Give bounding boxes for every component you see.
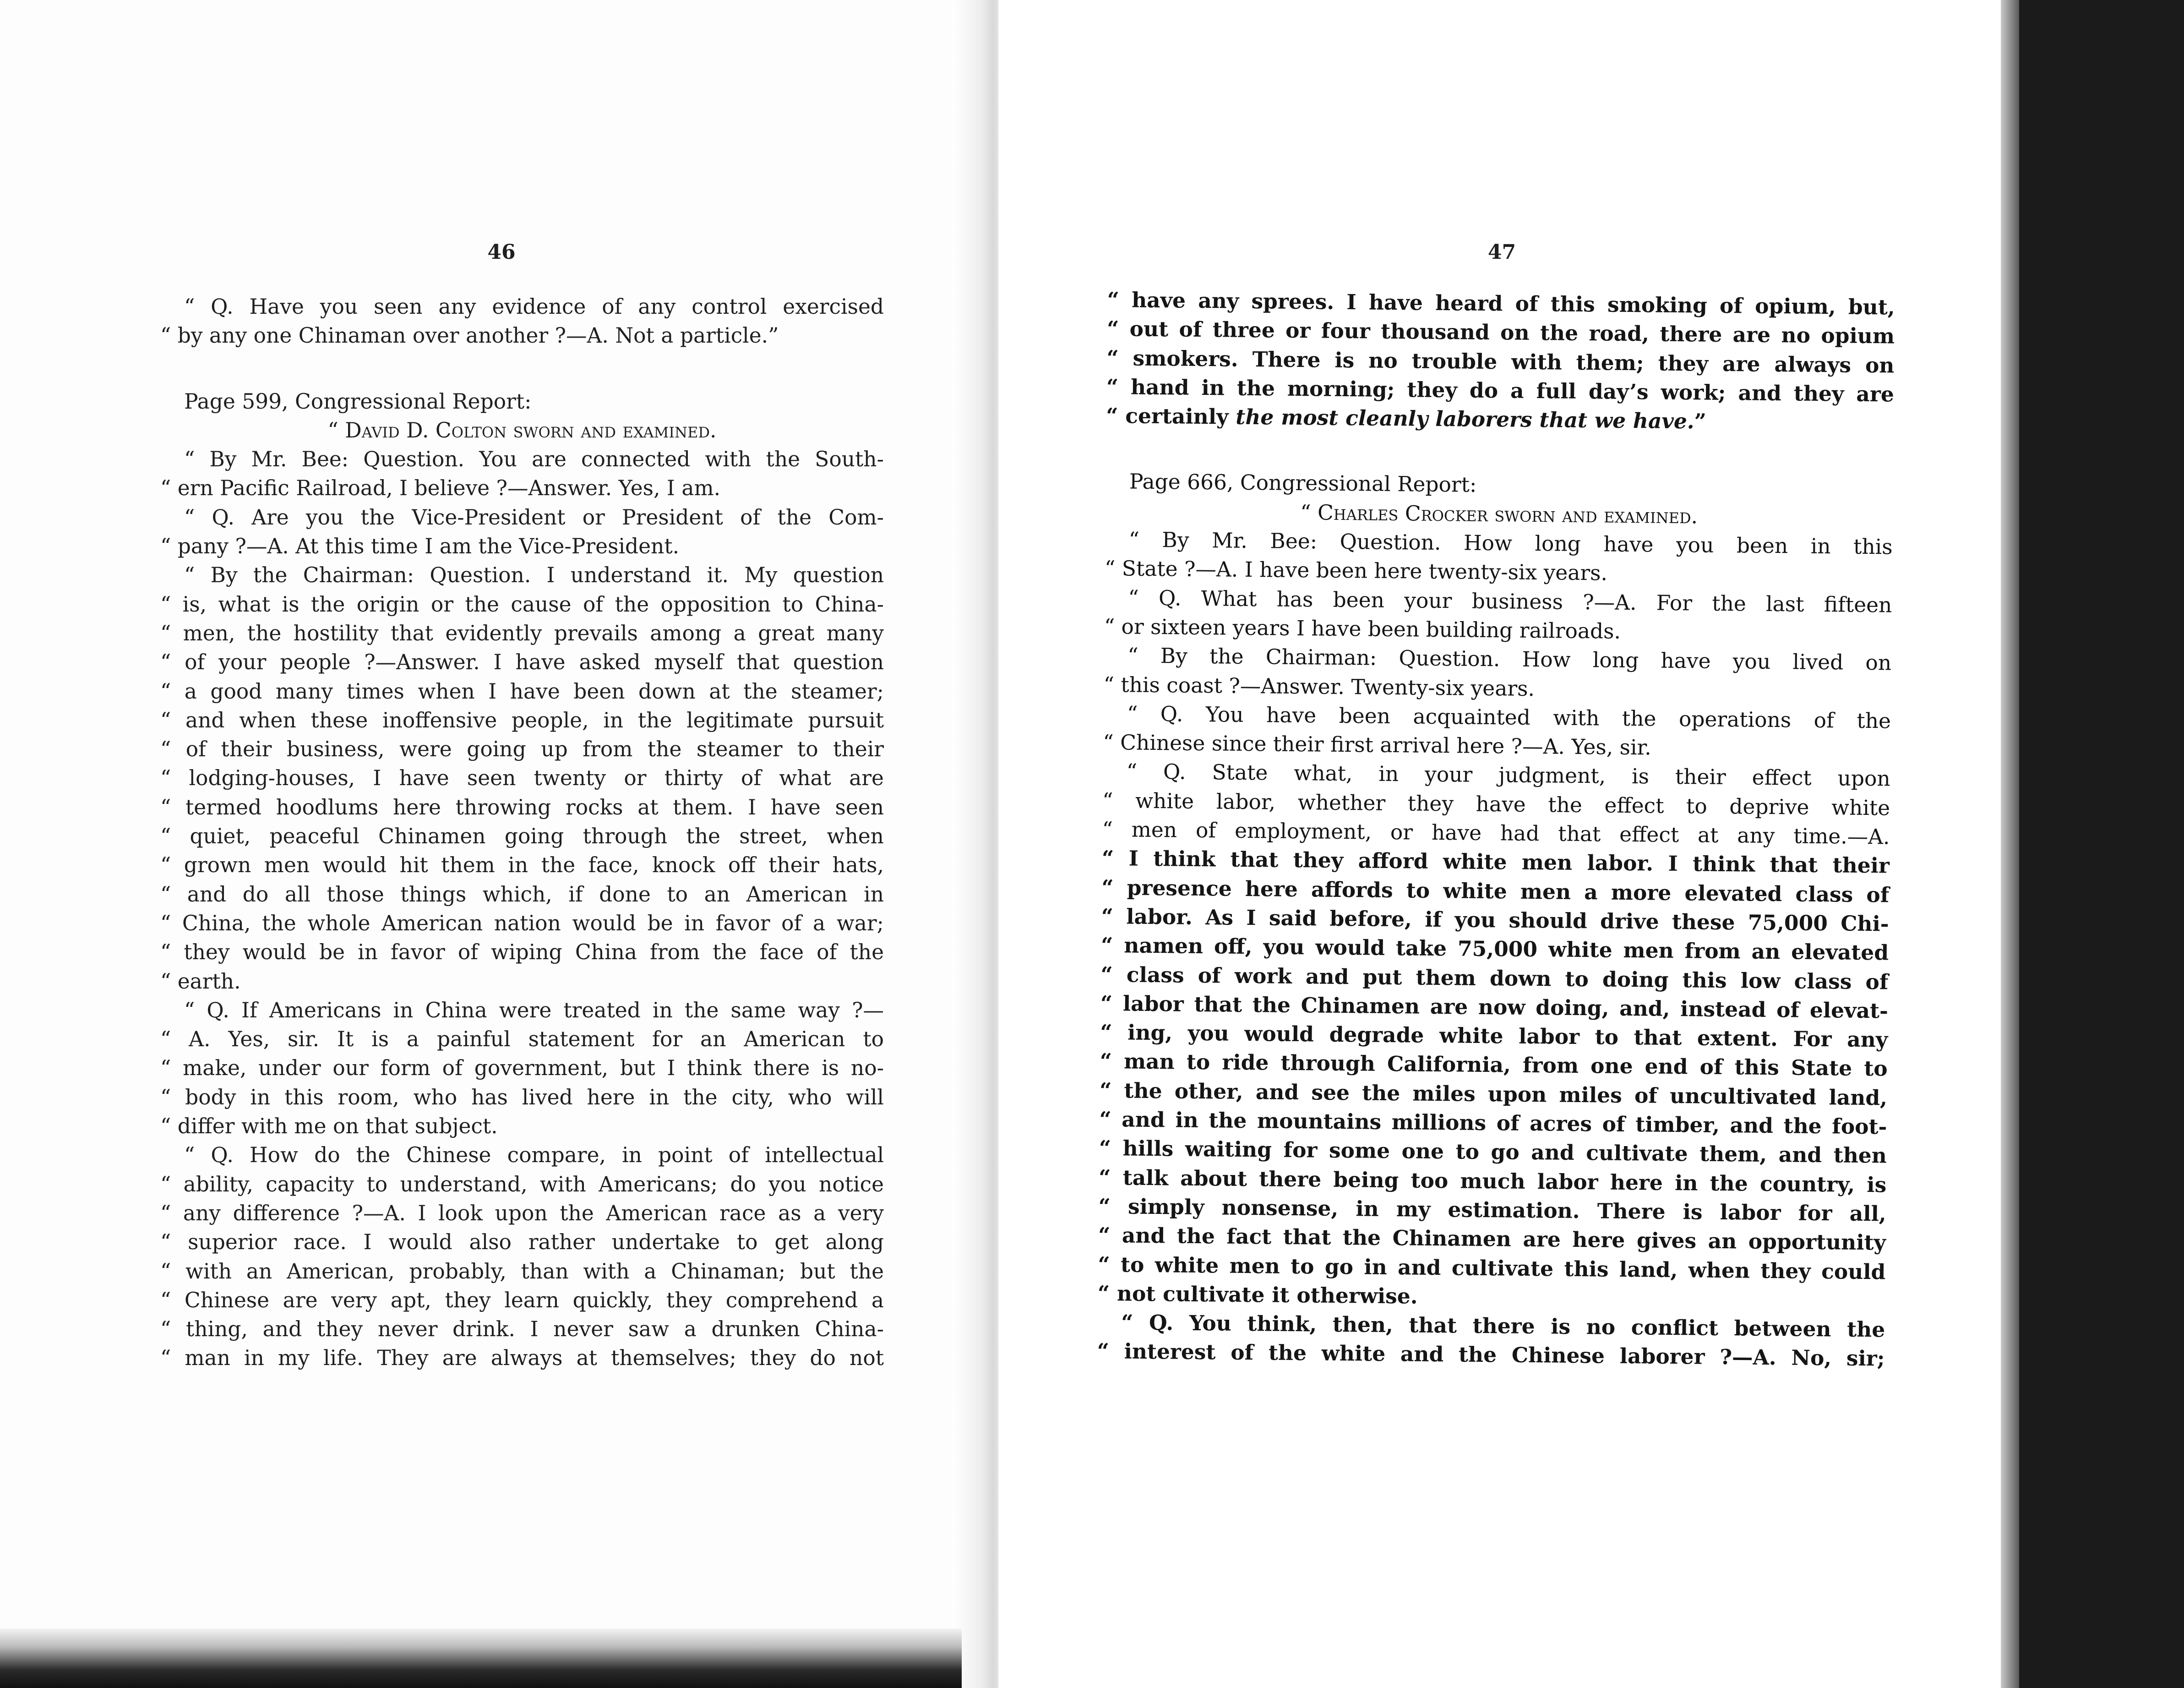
text-line: “ earth. (160, 969, 241, 994)
text-line: “ quiet, peaceful Chinamen going through the street, when (160, 824, 884, 849)
text-line: “ make, under our form of government, but I think there is no- (160, 1056, 884, 1081)
text-line: “ man to ride through California, from one end of this State to (1100, 1049, 1888, 1081)
text-line: “ simply nonsense, in my estimation. There is labor for all, (1098, 1193, 1886, 1226)
line-italic-text: the most cleanly laborers that we have. (1236, 404, 1694, 434)
text-line: “ thing, and they never drink. I never saw a drunken China- (160, 1317, 884, 1342)
text-line: “ David D. Colton sworn and examined. (327, 418, 717, 442)
text-line: “ the other, and see the miles upon miles of uncultivated land, (1099, 1077, 1888, 1110)
text-line: “ Q. Are you the Vice-President or President of the Com- (184, 505, 884, 530)
text-line: “ of your people ?—Answer. I have asked myself that question (160, 650, 884, 675)
text-line: “ and in the mountains millions of acres of timber, and the foot- (1099, 1106, 1887, 1139)
text-line: “ By the Chairman: Question. I understand it. My question (184, 563, 884, 588)
text-line: “ man in my life. They are always at themselves; they do not (160, 1346, 884, 1371)
text-line: “ Q. How do the Chinese compare, in point of intellectual (184, 1143, 884, 1168)
text-line: “ hand in the morning; they do a full day’s work; and they are (1106, 374, 1895, 407)
text-line: “ this coast ?—Answer. Twenty-six years. (1103, 672, 1535, 701)
text-line: “ to white men to go in and cultivate this land, when they could (1098, 1251, 1886, 1284)
page-number-left: 46 (487, 240, 516, 264)
text-line: “ interest of the white and the Chinese laborer ?—A. No, sir; (1097, 1338, 1885, 1371)
text-line: “ not cultivate it otherwise. (1097, 1280, 1418, 1309)
text-line: “ have any sprees. I have heard of this smoking of opium, but, (1107, 287, 1895, 320)
left-page (0, 0, 985, 1688)
text-line: “ labor. As I said before, if you should drive these 75,000 Chi- (1101, 903, 1889, 936)
text-line: “ Q. You have been acquainted with the operations of the (1127, 701, 1891, 733)
text-line: “ pany ?—A. At this time I am the Vice-President. (160, 534, 680, 559)
text-line: “ and the fact that the Chinamen are here gives an opportunity (1098, 1223, 1886, 1255)
text-line: “ ing, you would degrade white labor to that extent. For any (1100, 1020, 1888, 1052)
text-line: “ labor that the Chinamen are now doing, and, instead of elevat- (1100, 990, 1889, 1023)
text-line: “ a good many times when I have been down at the steamer; (160, 679, 884, 704)
text-line: “ men, the hostility that evidently prevails among a great many (160, 621, 884, 645)
text-line: “ smokers. There is no trouble with them; they are always on (1106, 345, 1895, 378)
text-line: “ Q. What has been your business ?—A. For the last fifteen (1128, 585, 1892, 617)
text-line: Page 599, Congressional Report: (184, 389, 532, 414)
text-line: “ Charles Crocker sworn and examined. (1300, 500, 1698, 529)
line-text: ” (1694, 409, 1707, 434)
left-page-text (160, 292, 884, 1373)
text-line: “ superior race. I would also rather undertake to get along (160, 1230, 884, 1255)
text-line: “ Q. State what, in your judgment, is their effect upon (1126, 759, 1890, 791)
text-line: “ and when these inoffensive people, in the legitimate pursuit (160, 708, 884, 732)
text-line: “ white labor, whether they have the effect to deprive white (1102, 788, 1890, 820)
right-page (998, 0, 2001, 1688)
text-line: “ of their business, were going up from the steamer to their (160, 737, 884, 762)
text-line: “ they would be in favor of wiping China from the face of the (160, 940, 884, 965)
line-text: “ certainly (1106, 403, 1236, 429)
text-line: “ and do all those things which, if done to an American in (160, 882, 884, 907)
text-line: “ By the Chairman: Question. How long have you lived on (1127, 643, 1892, 675)
text-line: “ termed hoodlums here throwing rocks at them. I have seen (160, 795, 884, 819)
page-bottom-edge (0, 1628, 962, 1688)
text-line: “ or sixteen years I have been building railroads. (1104, 614, 1621, 644)
text-line: “ out of three or four thousand on the road, there are no opium (1106, 316, 1895, 349)
text-line: “ namen off, you would take 75,000 white men from an elevated (1100, 933, 1889, 965)
text-line: “ is, what is the origin or the cause of the opposition to China- (160, 592, 884, 617)
text-line: “ by any one Chinaman over another ?—A. Not a particle.” (160, 323, 779, 348)
text-line: Page 666, Congressional Report: (1129, 469, 1477, 497)
text-line: “ Chinese since their first arrival here ?—A. Yes, sir. (1103, 730, 1652, 760)
right-page-text (1097, 285, 1895, 1373)
text-line: “ Q. You think, then, that there is no conflict between the (1121, 1310, 1885, 1342)
text-line: “ lodging-houses, I have seen twenty or thirty of what are (160, 766, 884, 791)
text-line: “ I think that they afford white men labor. I think that their (1101, 846, 1890, 878)
page-number-right: 47 (1487, 240, 1516, 264)
text-line: “ talk about there being too much labor here in the country, is (1099, 1164, 1887, 1197)
text-line: “ Q. Have you seen any evidence of any control exercised (184, 295, 884, 319)
text-line: “ presence here affords to white men a more elevated class of (1101, 874, 1890, 907)
text-line: “ By Mr. Bee: Question. How long have you been in this (1128, 527, 1893, 559)
text-line (160, 350, 884, 387)
text-line: “ ability, capacity to understand, with Americans; do you notice (160, 1172, 884, 1196)
text-line: “ By Mr. Bee: Question. You are connected with the South- (184, 447, 884, 472)
text-line: “ China, the whole American nation would be in favor of a war; (160, 911, 884, 935)
text-line: “ A. Yes, sir. It is a painful statement for an American to (160, 1027, 884, 1052)
book-cover-edge (2001, 0, 2184, 1688)
text-line: “ class of work and put them down to doing this low class of (1100, 961, 1889, 994)
text-line: “ grown men would hit them in the face, knock off their hats, (160, 853, 884, 878)
text-line: “ Q. If Americans in China were treated in the same way ?— (184, 998, 884, 1022)
text-line: “ body in this room, who has lived here in the city, who will (160, 1085, 884, 1109)
text-line: “ any difference ?—A. I look upon the American race as a very (160, 1201, 884, 1225)
text-line: “ differ with me on that subject. (160, 1114, 498, 1139)
text-line: “ with an American, probably, than with a Chinaman; but the (160, 1259, 884, 1284)
text-line: “ men of employment, or have had that effect at any time.—A. (1102, 817, 1890, 849)
text-line: “ State ?—A. I have been here twenty-six years. (1104, 556, 1608, 585)
text-line: “ hills waiting for some one to go and cultivate them, and then (1099, 1136, 1887, 1168)
text-line: “ Chinese are very apt, they learn quickly, they comprehend a (160, 1288, 884, 1312)
text-line: “ ern Pacific Railroad, I believe ?—Answer. Yes, I am. (160, 476, 721, 501)
